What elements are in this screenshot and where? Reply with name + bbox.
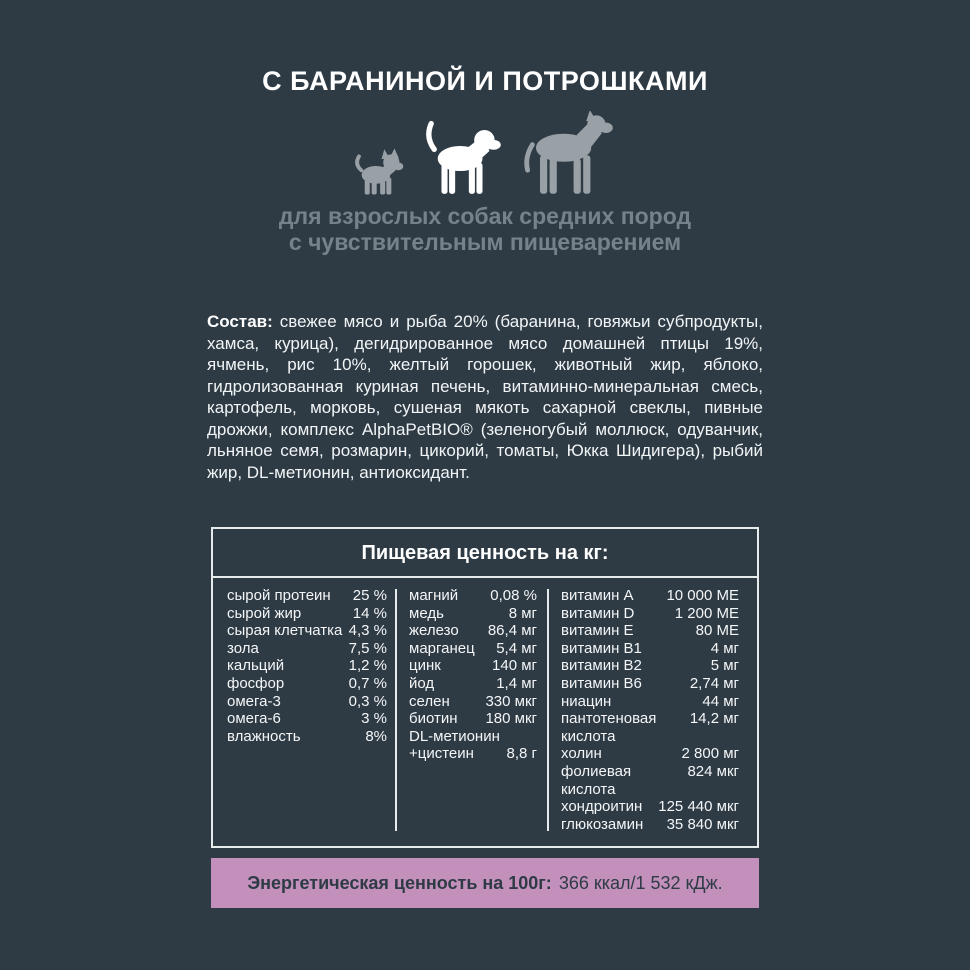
nutrient-label: йод xyxy=(409,674,435,692)
nutrient-label: фосфор xyxy=(227,674,285,692)
nutrient-label: DL-метионин xyxy=(409,727,500,745)
nutrient-value: 3 % xyxy=(361,710,387,728)
table-row xyxy=(227,587,387,605)
nutrient-label: +цистеин xyxy=(409,745,474,763)
nutrient-label: ниацин xyxy=(561,692,612,710)
nutrient-value: 8 мг xyxy=(508,604,537,622)
small-dog-icon xyxy=(352,147,406,195)
nutrient-label: кислота xyxy=(561,727,616,745)
nutrition-columns xyxy=(213,578,757,846)
nutrient-label: кальций xyxy=(227,657,285,675)
medium-dog-icon xyxy=(422,119,502,195)
table-row xyxy=(227,693,387,711)
nutrient-value: 44 мг xyxy=(702,692,739,710)
nutrient-value: 10 000 МЕ xyxy=(666,587,739,604)
table-row xyxy=(561,728,739,746)
nutrient-value: 1,2 % xyxy=(348,657,387,675)
nutrient-label: витамин B6 xyxy=(561,674,642,692)
nutrient-value: 35 840 мкг xyxy=(666,815,739,833)
nutrient-label: фолиевая xyxy=(561,762,632,780)
composition-paragraph xyxy=(207,311,763,483)
nutrient-label: хондроитин xyxy=(561,798,643,816)
table-row xyxy=(227,640,387,658)
subtitle-line1: для взрослых собак средних пород xyxy=(278,203,692,229)
table-row xyxy=(409,728,537,746)
nutrient-value: 80 МЕ xyxy=(695,622,739,640)
nutrient-label: магний xyxy=(409,587,459,604)
nutrient-label: глюкозамин xyxy=(561,815,644,833)
nutrient-value: 14 % xyxy=(352,604,387,622)
nutrient-value: 4 мг xyxy=(710,639,739,657)
nutrition-table-title: Пищевая ценность на кг: xyxy=(213,529,757,578)
table-row xyxy=(227,622,387,640)
table-row xyxy=(561,675,739,693)
nutrient-value: 180 мкг xyxy=(485,710,537,728)
table-row xyxy=(561,640,739,658)
nutrient-value: 1,4 мг xyxy=(496,674,537,692)
nutrient-value: 2 800 мг xyxy=(681,745,739,763)
subtitle-line2: с чувствительным пищеварением xyxy=(288,229,682,255)
nutrient-value: 7,5 % xyxy=(348,639,387,657)
nutrient-value: 2,74 мг xyxy=(689,674,739,692)
table-row xyxy=(409,657,537,675)
table-row xyxy=(409,710,537,728)
nutrition-column-vitamins xyxy=(549,587,757,833)
nutrient-value: 8,8 г xyxy=(506,745,537,763)
nutrient-label: пантотеновая xyxy=(561,710,657,728)
nutrient-value: 0,3 % xyxy=(348,692,387,710)
table-row xyxy=(227,657,387,675)
nutrient-label: кислота xyxy=(561,780,616,798)
nutrition-column-analysis xyxy=(213,587,395,833)
table-row xyxy=(561,798,739,816)
nutrient-label: витамин D xyxy=(561,604,635,622)
nutrient-label: цинк xyxy=(409,657,441,675)
nutrient-value: 1 200 МЕ xyxy=(674,604,739,622)
nutrient-value: 86,4 мг xyxy=(487,622,537,640)
nutrient-value: 0,7 % xyxy=(348,674,387,692)
nutrient-label: железо xyxy=(409,622,459,640)
composition-text: свежее мясо и рыба 20% (баранина, говяжьи субпродукты, хамса, курица), дегидрированное мясо домашней птицы 19%, ячмень, рис 10%, желтый горошек, животный жир, яблоко, гидролизованная куриная печень, витаминно-минеральная смесь, картофель, морковь, сушеная мякоть сахарной свеклы, пивные дрожжи, комплекс AlphaPetBIO® (зеленогубый моллюск, одуванчик, льняное семя, розмарин, цикорий, томаты, Юкка Шидигера), рыбий жир, DL-метионин, антиоксидант. xyxy=(207,312,763,482)
nutrient-label: витамин B2 xyxy=(561,657,642,675)
table-row xyxy=(409,587,537,605)
table-row xyxy=(409,745,537,763)
table-row xyxy=(409,675,537,693)
table-row xyxy=(561,710,739,728)
nutrient-value: 14,2 мг xyxy=(689,710,739,728)
nutrient-value: 140 мг xyxy=(492,657,537,675)
nutrient-value: 5,4 мг xyxy=(496,639,537,657)
large-dog-icon xyxy=(518,111,618,195)
nutrient-label: влажность xyxy=(227,727,301,745)
table-row xyxy=(561,587,739,605)
table-row xyxy=(561,693,739,711)
nutrient-value: 0,08 % xyxy=(490,587,537,604)
nutrient-label: холин xyxy=(561,745,602,763)
nutrient-label: витамин E xyxy=(561,622,634,640)
table-row xyxy=(561,763,739,781)
nutrient-label: омега-6 xyxy=(227,710,281,728)
table-row xyxy=(227,675,387,693)
table-row xyxy=(561,605,739,623)
table-row xyxy=(561,816,739,834)
nutrient-label: медь xyxy=(409,604,444,622)
table-row xyxy=(409,693,537,711)
nutrition-table xyxy=(211,527,759,848)
table-row xyxy=(561,781,739,799)
energy-value: 366 ккал/1 532 кДж. xyxy=(558,872,723,893)
page-title: С БАРАНИНОЙ И ПОТРОШКАМИ xyxy=(262,66,708,96)
nutrition-column-minerals xyxy=(397,587,547,833)
nutrient-value: 25 % xyxy=(352,587,387,604)
table-row xyxy=(409,640,537,658)
table-row xyxy=(409,605,537,623)
nutrient-label: селен xyxy=(409,692,450,710)
nutrient-label: витамин B1 xyxy=(561,639,642,657)
table-row xyxy=(227,728,387,746)
nutrient-label: биотин xyxy=(409,710,458,728)
table-row xyxy=(409,622,537,640)
nutrient-label: сырая клетчатка xyxy=(227,622,343,640)
nutrient-value: 824 мкг xyxy=(687,762,739,780)
nutrient-label: сырой жир xyxy=(227,604,302,622)
nutrient-value: 8% xyxy=(365,727,387,745)
nutrient-label: марганец xyxy=(409,639,475,657)
nutrient-label: витамин A xyxy=(561,587,634,604)
energy-label: Энергетическая ценность на 100г: xyxy=(247,872,552,893)
nutrient-value: 4,3 % xyxy=(348,622,387,640)
nutrient-label: зола xyxy=(227,639,259,657)
composition-label: Состав: xyxy=(207,312,273,331)
subtitle xyxy=(0,203,970,255)
nutrient-value: 330 мкг xyxy=(485,692,537,710)
nutrient-value: 125 440 мкг xyxy=(658,798,739,816)
nutrient-label: омега-3 xyxy=(227,692,281,710)
dog-size-indicator xyxy=(0,111,970,195)
table-row xyxy=(227,710,387,728)
table-row xyxy=(227,605,387,623)
nutrient-value: 5 мг xyxy=(710,657,739,675)
table-row xyxy=(561,657,739,675)
energy-bar xyxy=(211,858,759,908)
nutrient-label: сырой протеин xyxy=(227,587,331,604)
table-row xyxy=(561,745,739,763)
table-row xyxy=(561,622,739,640)
